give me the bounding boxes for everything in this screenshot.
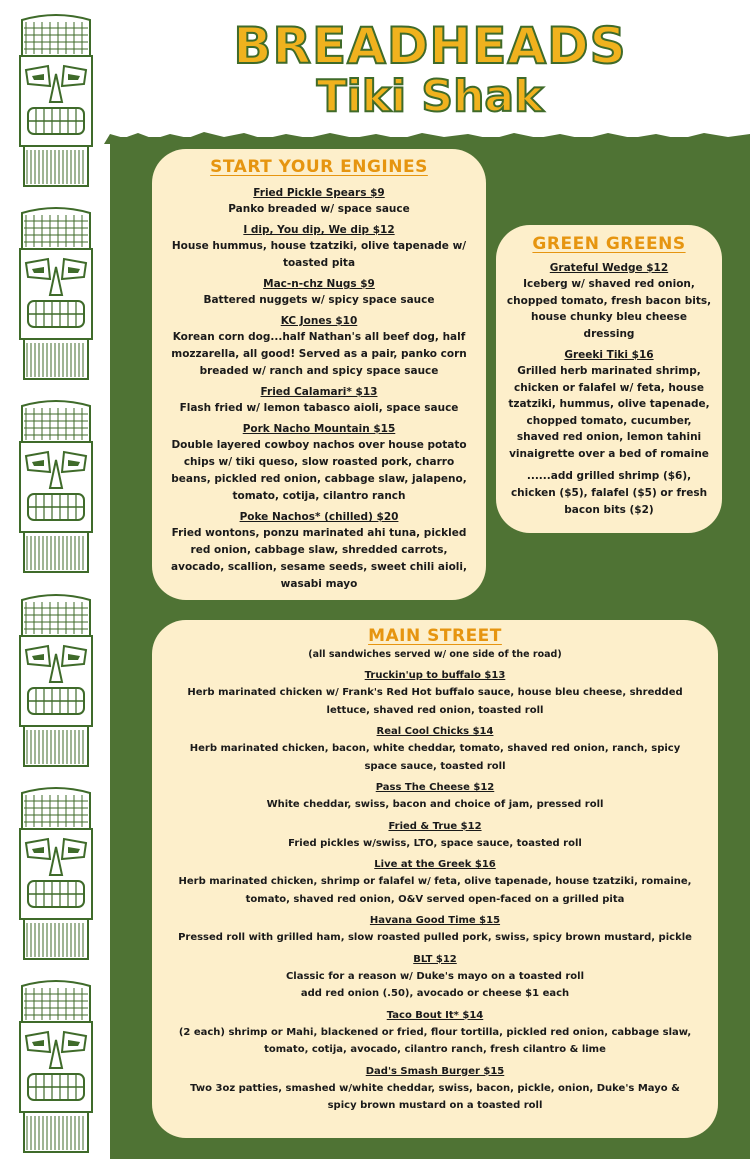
item-description: Battered nuggets w/ spicy space sauce [203, 294, 435, 306]
tiki-mask-icon [14, 974, 98, 1159]
tiki-mask-icon [14, 8, 98, 193]
main-subheading: (all sandwiches served w/ one side of the road) [308, 649, 562, 660]
item-description: Pressed roll with grilled ham, slow roasted pulled pork, swiss, spicy brown mustard, pickle [178, 932, 692, 943]
main-street-panel [152, 620, 718, 1138]
tiki-mask-icon [14, 781, 98, 966]
item-name: KC Jones $10 [280, 315, 358, 327]
item-name: Poke Nachos* (chilled) $20 [239, 511, 399, 523]
item-description: Two 3oz patties, smashed w/white cheddar, swiss, bacon, pickle, onion, Duke's Mayo & spicy brown mustard on a toasted roll [190, 1082, 680, 1111]
item-description: House hummus, house tzatziki, olive tapenade w/ toasted pita [171, 240, 467, 269]
item-description: Double layered cowboy nachos over house potato chips w/ tiki queso, slow roasted pork, charro beans, pickled red onion, cabbage slaw, jalapeno, tomato, cotija, cilantro ranch [171, 439, 467, 502]
main-heading: MAIN STREET [368, 626, 502, 646]
restaurant-subtitle: Tiki Shak [316, 71, 544, 122]
item-description: Korean corn dog...half Nathan's all beef dog, half mozzarella, all good! Served as a pair, panko corn breaded w/ ranch and spicy space sauce [171, 331, 467, 377]
menu-item [178, 951, 692, 1003]
menu-item [178, 667, 692, 719]
menu-item [178, 818, 692, 853]
item-description: Herb marinated chicken, shrimp or falafel w/ feta, olive tapenade, house tzatziki, romaine, tomato, shaved red onion, O&V served open-faced on a grilled pita [178, 876, 692, 905]
item-name: Mac-n-chz Nugs $9 [263, 278, 375, 290]
item-description: Fried pickles w/swiss, LTO, space sauce, toasted roll [288, 837, 582, 849]
item-description: Grilled herb marinated shrimp, chicken or falafel w/ feta, house tzatziki, hummus, olive tapenade, chopped tomato, cucumber, shaved red onion, lemon tahini vinaigrette over a bed of romaine [508, 365, 710, 460]
item-name: Pass The Cheese $12 [375, 782, 495, 793]
menu-item [168, 223, 470, 272]
menu-item [506, 261, 712, 342]
menu-item [178, 856, 692, 908]
item-name: BLT $12 [413, 953, 457, 965]
tiki-mask-icon [14, 201, 98, 386]
tiki-mask-icon [14, 588, 98, 773]
item-description: Fried wontons, ponzu marinated ahi tuna, pickled red onion, cabbage slaw, shredded carrots, avocado, scallion, sesame seeds, sweet chili aioli, wasabi mayo [171, 527, 467, 590]
starters-panel [152, 149, 486, 600]
tiki-column [8, 0, 104, 1159]
restaurant-name: BREADHEADS [233, 17, 627, 75]
menu-item [178, 723, 692, 775]
item-description: Herb marinated chicken w/ Frank's Red Hot buffalo sauce, house bleu cheese, shredded lettuce, shaved red onion, toasted roll [187, 687, 683, 716]
menu-item [178, 1063, 692, 1115]
item-name: Real Cool Chicks $14 [376, 726, 494, 737]
item-description: Classic for a reason w/ Duke's mayo on a toasted roll [285, 970, 585, 982]
item-name: Havana Good Time $15 [369, 915, 501, 926]
item-description: White cheddar, swiss, bacon and choice of jam, pressed roll [266, 799, 604, 810]
item-name: I dip, You dip, We dip $12 [243, 224, 395, 236]
menu-item [168, 385, 470, 417]
item-name: Fried & True $12 [388, 820, 482, 832]
item-description: Herb marinated chicken, bacon, white cheddar, tomato, shaved red onion, ranch, spicy space sauce, toasted roll [189, 743, 681, 772]
menu-item [178, 912, 692, 947]
greens-heading: GREEN GREENS [532, 234, 686, 254]
item-name: Truckin'up to buffalo $13 [364, 670, 506, 681]
tiki-mask-icon [14, 394, 98, 579]
menu-item [168, 314, 470, 380]
menu-item [168, 186, 470, 218]
item-name: Fried Calamari* $13 [260, 386, 378, 398]
item-name: Fried Pickle Spears $9 [253, 187, 385, 199]
item-name: Live at the Greek $16 [374, 859, 496, 870]
menu-item [168, 422, 470, 505]
item-description: Flash fried w/ lemon tabasco aioli, space sauce [179, 402, 459, 414]
item-description: (2 each) shrimp or Mahi, blackened or fried, flour tortilla, pickled red onion, cabbage slaw, tomato, cotija, avocado, cilantro ranch, fresh cilantro & lime [178, 1026, 692, 1055]
greens-addons: ......add grilled shrimp ($6), chicken ($5), falafel ($5) or fresh bacon bits ($2) [510, 470, 708, 516]
torn-edge [104, 130, 750, 144]
menu-item [178, 1007, 692, 1059]
menu-item [506, 348, 712, 462]
item-name: Taco Bout It* $14 [386, 1009, 484, 1021]
item-description: Panko breaded w/ space sauce [228, 203, 410, 215]
menu-item [168, 277, 470, 309]
item-name: Pork Nacho Mountain $15 [242, 423, 396, 435]
menu-item [168, 510, 470, 593]
item-name: Grateful Wedge $12 [549, 262, 669, 274]
item-description: Iceberg w/ shaved red onion, chopped tomato, fresh bacon bits, house chunky bleu cheese dressing [506, 278, 712, 340]
greens-panel [496, 225, 722, 533]
menu-item [178, 779, 692, 814]
item-name: Greeki Tiki $16 [564, 349, 654, 361]
item-name: Dad's Smash Burger $15 [365, 1065, 505, 1077]
item-description-addon: add red onion (.50), avocado or cheese $1 each [300, 988, 570, 999]
starters-heading: START YOUR ENGINES [210, 157, 428, 177]
